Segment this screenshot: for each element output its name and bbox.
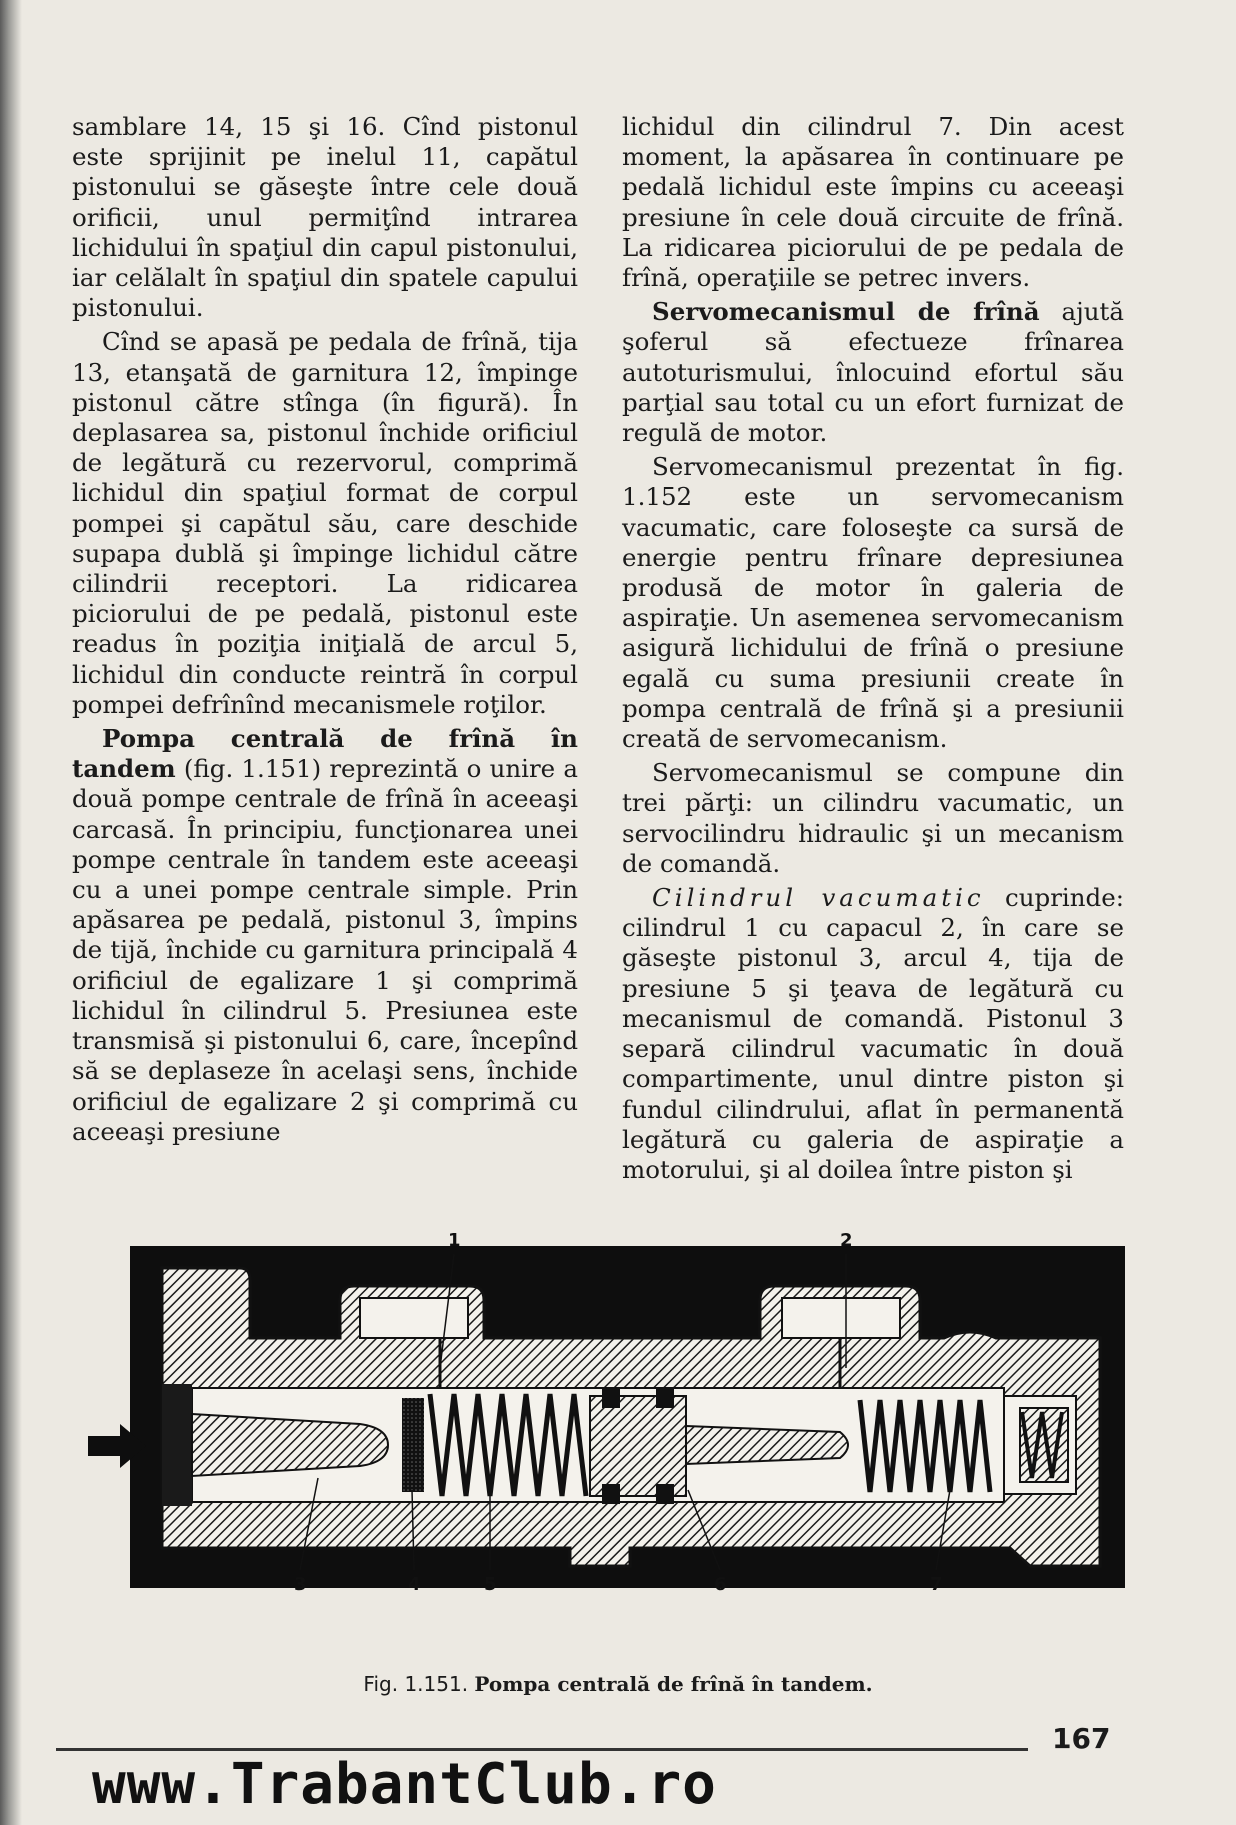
secondary-seal-a [602, 1388, 620, 1408]
page-binding-shadow [0, 0, 22, 1825]
paragraph [72, 724, 578, 1147]
label-3: 3 [294, 1574, 307, 1595]
tandem-master-cylinder-diagram [70, 1228, 1130, 1612]
paragraph: Servomecanismul prezentat în fig. 1.152 este un servomecanism vacumatic, care foloseşte ca sursă de energie pentru frînare depresiunea produsă de motor în galeria de aspiraţie. Un asemenea servomecanism asigură lichidului de frînă o presiune egală cu suma presiunii create în pompa centrală de frînă şi a presiunii creată de servomecanism. [622, 452, 1124, 754]
footer-rule [56, 1748, 1028, 1751]
label-5: 5 [484, 1574, 497, 1595]
label-6: 6 [714, 1574, 727, 1595]
paragraph: lichidul din cilindrul 7. Din acest moment, la apăsarea în continuare pe pedală lichidul este împins cu aceeaşi presiune în cele două circuite de frînă. La ridicarea piciorului de pe pedala de frînă, operaţiile se petrec invers. [622, 112, 1124, 293]
label-4: 4 [408, 1574, 421, 1595]
paragraph-heading: Servomecanismul de frînă [652, 297, 1040, 327]
label-2: 2 [840, 1230, 853, 1251]
secondary-seal-d [656, 1484, 674, 1504]
page-number: 167 [1052, 1722, 1111, 1755]
label-1: 1 [448, 1230, 461, 1251]
secondary-rod [686, 1426, 848, 1464]
secondary-seal-b [656, 1388, 674, 1408]
paragraph [622, 883, 1124, 1185]
figure-caption [0, 1672, 1236, 1696]
primary-seal [402, 1398, 424, 1492]
paragraph-heading: Pompa centrală de frînă în tandem [72, 724, 578, 784]
secondary-piston [590, 1396, 686, 1496]
caption-title: Pompa centrală de frînă în tandem. [474, 1672, 873, 1696]
paragraph-body: (fig. 1.151) reprezintă o unire a două pompe centrale de frînă în aceeaşi carcasă. În principiu, funcţionarea unei pompe centrale în tandem este aceeaşi cu a unei pompe centrale simple. Prin apăsarea pe pedală, pistonul 3, împins de tijă, închide cu garnitura principală 4 orificiul de egalizare 1 şi comprimă lichidul în cilindrul 5. Presiunea este transmisă şi pistonului 6, care, începînd să se deplaseze în acelaşi sens, închide orificiul de egalizare 2 şi comprimă cu aceeaşi presiune [72, 754, 578, 1146]
paragraph-heading: Cilindrul vacumatic [652, 883, 985, 913]
left-column [72, 112, 578, 1151]
watermark: www.TrabantClub.ro [92, 1752, 717, 1817]
push-rod [192, 1414, 388, 1476]
right-column [622, 112, 1124, 1189]
paragraph: samblare 14, 15 şi 16. Cînd pistonul este sprijinit pe inelul 11, capătul pistonului se găseşte între cele două orificii, unul permiţînd intrarea lichidului în spaţiul din capul pistonului, iar celălalt în spaţiul din spatele capului pistonului. [72, 112, 578, 323]
caption-number: Fig. 1.151. [363, 1672, 469, 1696]
paragraph-body: ajută şoferul să efectueze frînarea autoturismului, înlocuind efortul său parţial sau total cu un efort furnizat de regulă de motor. [622, 297, 1124, 448]
reservoir-port-2 [782, 1298, 900, 1338]
paragraph: Servomecanismul se compune din trei părţi: un cilindru vacumatic, un servocilindru hidraulic şi un mecanism de comandă. [622, 758, 1124, 878]
paragraph-body: cuprinde: cilindrul 1 cu capacul 2, în care se găseşte pistonul 3, arcul 4, tija de presiune 5 şi ţeava de legătură cu mecanismul de comandă. Pistonul 3 separă cilindrul vacumatic în două compartimente, unul dintre piston şi fundul cilindrului, aflat în permanentă legătură cu galeria de aspiraţie a motorului, şi al doilea între piston şi [622, 883, 1124, 1184]
secondary-seal-c [602, 1484, 620, 1504]
reservoir-port-1 [360, 1298, 468, 1338]
paragraph: Cînd se apasă pe pedala de frînă, tija 13, etanşată de garnitura 12, împinge pistonul către stînga (în figură). În deplasarea sa, pistonul închide orificiul de legătură cu rezervorul, comprimă lichidul din spaţiul format de corpul pompei şi capătul său, care deschide supapa dublă şi împinge lichidul către cilindrii receptori. La ridicarea piciorului de pe pedală, pistonul este readus în poziţia iniţială de arcul 5, lichidul din conducte reintră în corpul pompei defrînînd mecanismele roţilor. [72, 327, 578, 719]
label-7: 7 [930, 1574, 943, 1595]
paragraph [622, 297, 1124, 448]
end-cap [162, 1384, 192, 1506]
